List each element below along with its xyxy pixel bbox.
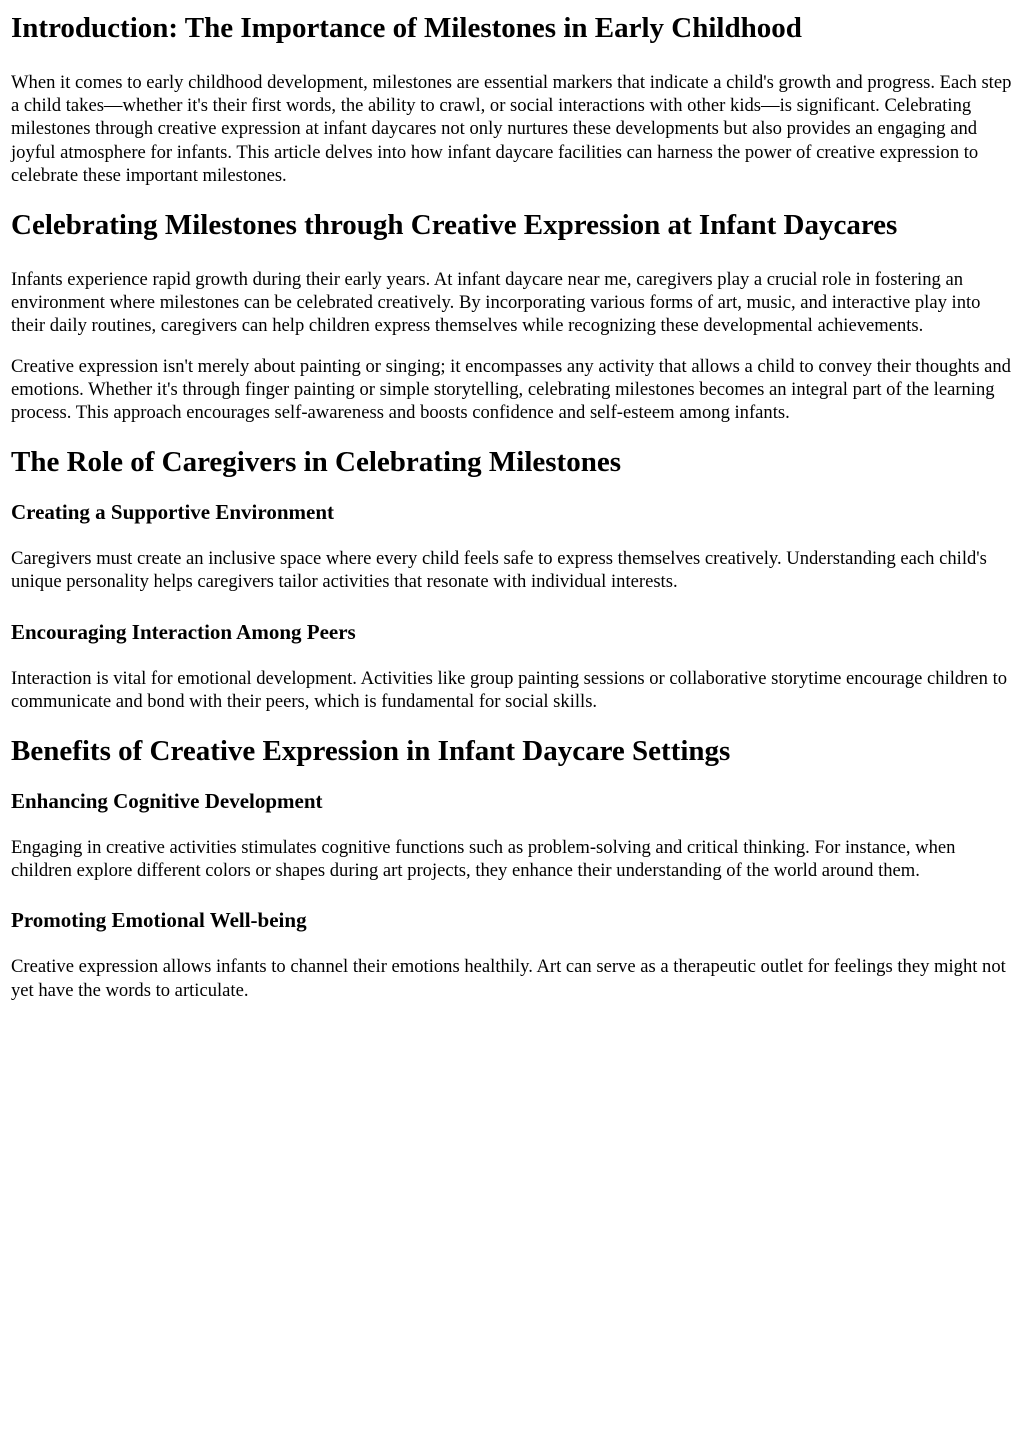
subheading-supportive-environment: Creating a Supportive Environment (11, 500, 334, 525)
paragraph-peer-interaction: Interaction is vital for emotional development. Activities like group painting sessions or collaborative storytime encourage children to communicate and bond with their peers, which is fundamental for social skills. (11, 667, 1008, 712)
article (0, 11, 1024, 1002)
paragraph-supportive-environment: Caregivers must create an inclusive space where every child feels safe to express themselves creatively. Understanding each child's unique personality helps caregivers tailor activities that resonate with individual interests. (11, 548, 987, 593)
section-heading-benefits: Benefits of Creative Expression in Infant Daycare Settings (11, 735, 731, 768)
paragraph-cognitive-development: Engaging in creative activities stimulates cognitive functions such as problem-solving and critical thinking. For instance, when children explore different colors or shapes during art projects, they enhance their understanding of the world around them. (11, 837, 956, 882)
section-heading-role-of-caregivers: The Role of Caregivers in Celebrating Milestones (11, 446, 621, 479)
section-heading-celebrating-milestones: Celebrating Milestones through Creative Expression at Infant Daycares (11, 209, 898, 242)
paragraph-introduction: When it comes to early childhood development, milestones are essential markers that indicate a child's growth and progress. Each step a child takes—whether it's their first words, the ability to crawl, or social interactions with other kids—is significant. Celebrating milestones through creative expression at infant daycares not only nurtures these developments but also provides an engaging and joyful atmosphere for infants. This article delves into how infant daycare facilities can harness the power of creative expression to celebrate these important milestones. (11, 72, 1012, 186)
paragraph-infant-growth: Infants experience rapid growth during their early years. At infant daycare near me, caregivers play a crucial role in fostering an environment where milestones can be celebrated creatively. By incorporating various forms of art, music, and interactive play into their daily routines, caregivers can help children express themselves while recognizing these developmental achievements. (11, 269, 981, 337)
section-heading-introduction: Introduction: The Importance of Milestones in Early Childhood (11, 12, 802, 44)
paragraph-creative-expression: Creative expression isn't merely about painting or singing; it encompasses any activity that allows a child to convey their thoughts and emotions. Whether it's through finger painting or simple storytelling, celebrating milestones becomes an integral part of the learning process. This approach encourages self-awareness and boosts confidence and self-esteem among infants. (11, 355, 1011, 424)
paragraph-emotional-well-being: Creative expression allows infants to channel their emotions healthily. Art can serve as a therapeutic outlet for feelings they might not yet have the words to articulate. (11, 956, 1006, 1001)
subheading-peer-interaction: Encouraging Interaction Among Peers (11, 619, 356, 644)
subheading-cognitive-development: Enhancing Cognitive Development (11, 789, 323, 814)
subheading-emotional-well-being: Promoting Emotional Well-being (11, 908, 307, 933)
